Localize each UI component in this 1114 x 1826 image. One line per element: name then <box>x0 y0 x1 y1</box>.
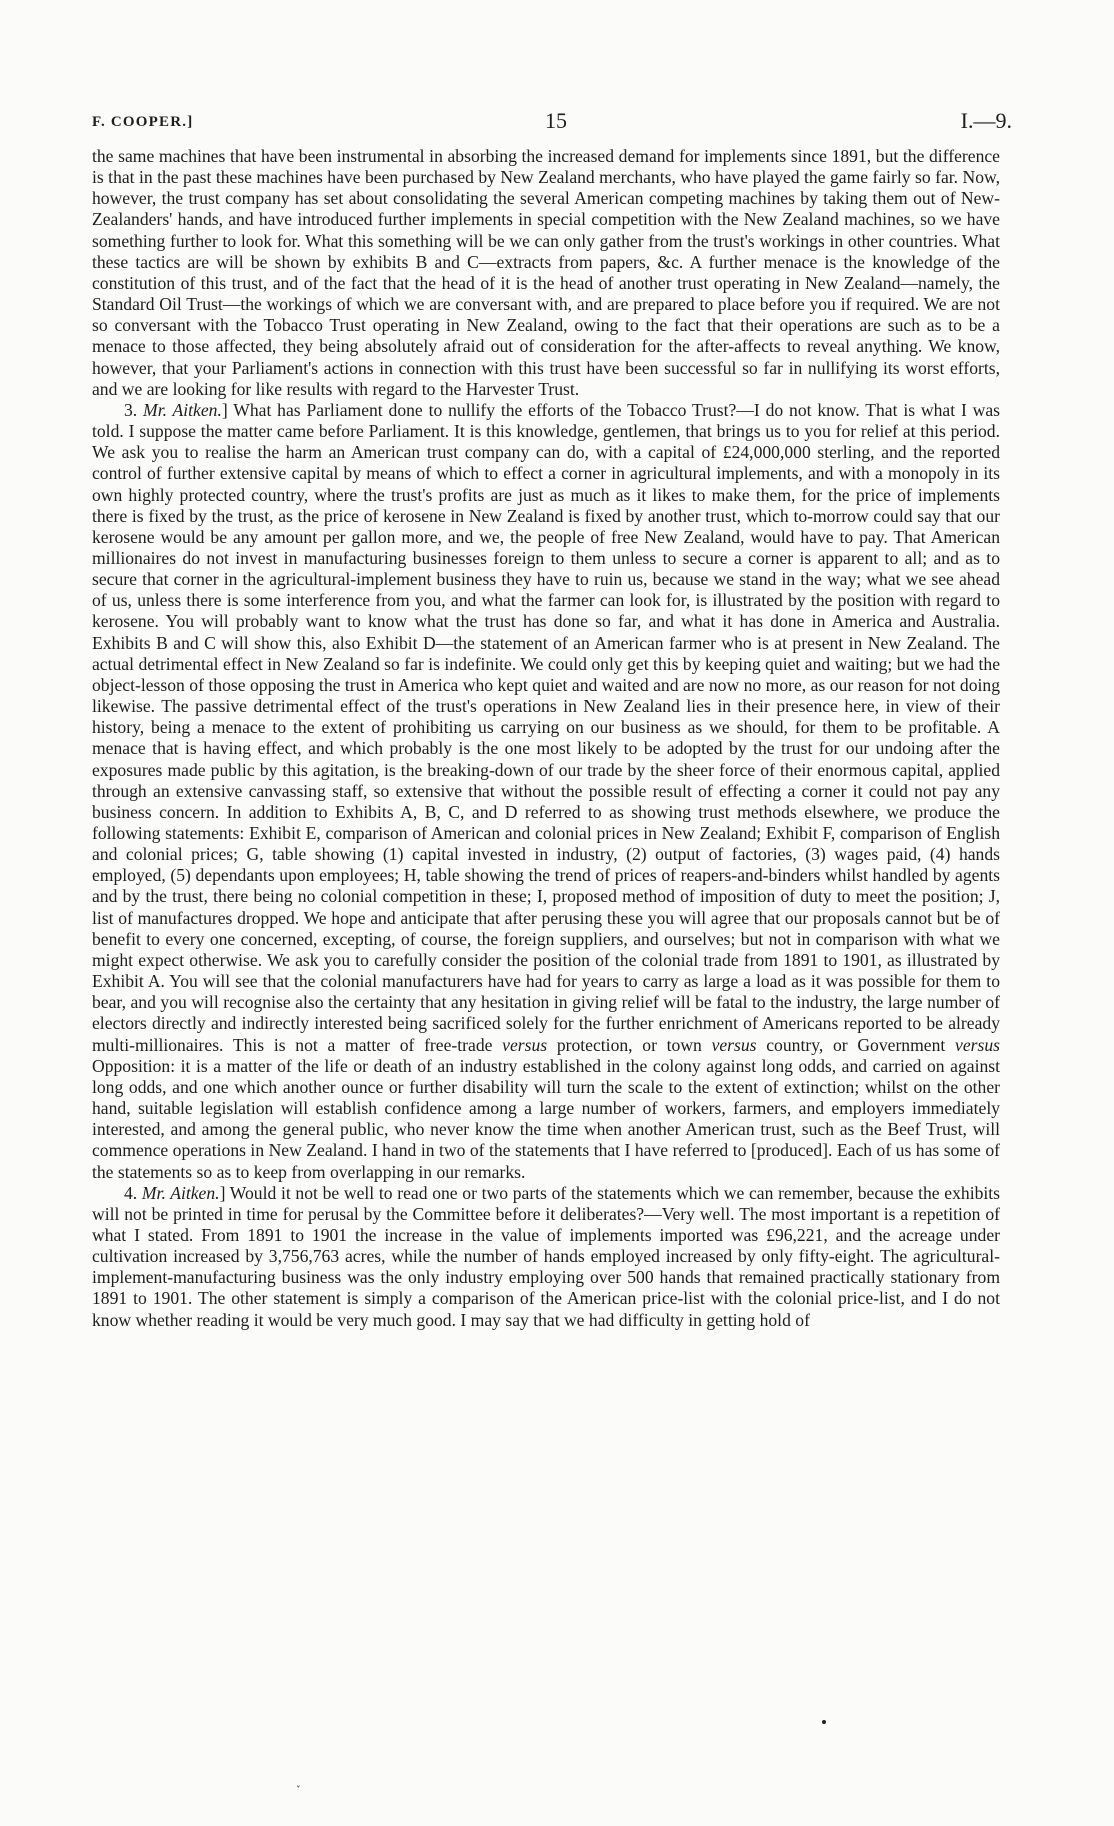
speaker-name: Mr. Aitken. <box>141 1182 220 1203</box>
running-header <box>92 108 1020 138</box>
paragraph-question-3 <box>92 400 1000 1183</box>
paragraph-text: the same machines that have been instrumental in absorbing the increased demand for implements since 1891, but the difference is that in the past these machines have been purchased by New Zealand merchants, who have played the game fairly so far. Now, however, the trust company has set about consolidating the several American competing machines by taking them out of New-Zealanders' hands, and have introduced further implements in special competition with the New Zealand machines, so we have something further to look for. What this something will be we can only gather from the trust's workings in other countries. What these tactics are will be shown by exhibits B and C—extracts from papers, &c. A further menace is the knowledge of the constitution of this trust, and of the fact that the head of it is the head of another trust operating in New Zealand—namely, the Standard Oil Trust—the workings of which we are conversant with, and are prepared to place before you if required. We are not so conversant with the Tobacco Trust operating in New Zealand, owing to the fact that their operations are such as to be a menace to those affected, they being absolutely afraid out of consideration for the after-affects to reveal anything. We know, however, that your Parliament's actions in connection with this trust have been successful so far in nullifying its worst efforts, and we are looking for like results with regard to the Harvester Trust. <box>92 146 1000 399</box>
bracket: ] <box>221 399 228 420</box>
paragraph-text: What has Parliament done to nullify the efforts of the Tobacco Trust?—I do not know. That is what I was told. I suppose the matter came before Parliament. It is this knowledge, gentlemen, that brings us to you for relief at this period. We ask you to realise the harm an American trust company can do, with a capital of £24,000,000 sterling, and the reported control of further extensive capital by means of which to effect a corner in agricultural implements, and with a monopoly in its own highly protected country, where the trust's profits are just as much as it likes to make them, for the price of implements there is fixed by the trust, as the price of kerosene in New Zealand is fixed by another trust, which to-morrow could say that our kerosene would be any amount per gallon more, and we, the people of free New Zealand, would have to pay. That American millionaires do not invest in manufacturing businesses foreign to them unless to secure a corner is apparent to all; and as to secure that corner in the agricultural-implement business they have to ruin us, because we stand in the way; what we see ahead of us, unless there is some interference from you, and what the farmer can look for, is illustrated by the position with regard to kerosene. You will probably want to know what the trust has done so far, and what it has done in America and Australia. Exhibits B and C will show this, also Exhibit D—the statement of an American farmer who is at present in New Zealand. The actual detrimental effect in New Zealand so far is indefinite. We could only get this by keeping quiet and waiting; but we had the object-lesson of those opposing the trust in America who kept quiet and waited and are now no more, as our reason for not doing likewise. The passive detrimental effect of the trust's operations in New Zealand lies in their presence here, in view of their history, being a menace to the extent of prohibiting us carrying on our business as we should, for them to be profitable. A menace that is having effect, and which probably is the one most likely to be adopted by the trust for our undoing after the exposures made public by this agitation, is the breaking-down of our trade by the sheer force of their enormous capital, applied through an extensive canvassing staff, so extensive that without the possible result of effecting a corner it could not pay any business concern. In addition to Exhibits A, B, C, and D referred to as showing trust methods elsewhere, we produce the following statements: Exhibit E, comparison of American and colonial prices in New Zealand; Exhibit F, comparison of English and colonial prices; G, table showing (1) capital invested in industry, (2) output of factories, (3) wages paid, (4) hands employed, (5) dependants upon employees; H, table showing the trend of prices of reapers-and-binders whilst handled by agents and by the trust, there being no colonial competition in these; I, proposed method of imposition of duty to meet the position; J, list of manufactures dropped. We hope and anticipate that after perusing these you will agree that our proposals cannot but be of benefit to every one concerned, excepting, of course, the foreign suppliers, and ourselves; but not in comparison with what we might expect otherwise. We ask you to carefully consider the position of the colonial trade from 1891 to 1901, as illustrated by Exhibit A. You will see that the colonial manufacturers have had for years to carry as large a load as it was possible for them to bear, and you will recognise also the certainty that any hesitation in giving relief will be fatal to the industry, the large number of electors directly and indirectly interested being sacrificed solely for the further enrichment of Americans reported to be already multi-millionaires. This is not a matter of free-trade versus protection, or town versus country, or Government versus Opposition: it is a matter of the life or death of an industry established in the colony against long odds, and carried on against long odds, and one which another ounce or further disability will turn the scale to the extent of extinction; whilst on the other hand, suitable legislation will establish confidence among a large number of workers, farmers, and employers immediately interested, and among the general public, who never know the time when another American trust, such as the Beef Trust, will commence operations in New Zealand. I hand in two of the statements that I have referred to [produced]. Each of us has some of the statements so as to keep from overlapping in our remarks. <box>92 399 1000 1182</box>
question-number: 4. <box>124 1182 142 1203</box>
header-speaker: F. COOPER.] <box>92 114 194 130</box>
body-text <box>92 146 1000 1331</box>
page-number: 15 <box>545 108 567 133</box>
paragraph-text: Would it not be well to read one or two parts of the statements which we can remember, because the exhibits will not be printed in time for perusal by the Committee before it deliberates?—Very well. The most important is a repetition of what I stated. From 1891 to 1901 the increase in the value of implements imported was £96,221, and the acreage under cultivation increased by 3,756,763 acres, while the number of hands employed increased by only fifty-eight. The agricultural-implement-manufacturing business was the only industry employing over 500 hands that remained practically stationary from 1891 to 1901. The other statement is simply a comparison of the American price-list with the colonial price-list, and I do not know whether reading it would be very much good. I may say that we had difficulty in getting hold of <box>92 1182 1001 1330</box>
document-reference: I.—9. <box>960 108 1012 133</box>
question-number: 3. <box>124 399 144 420</box>
ink-dot <box>822 1720 826 1724</box>
paragraph-continuation <box>92 146 1000 400</box>
bracket: ] <box>219 1182 226 1203</box>
paragraph-question-4 <box>92 1183 1000 1331</box>
stray-mark: ˯ <box>296 1773 301 1789</box>
speaker-name: Mr. Aitken. <box>143 399 222 420</box>
